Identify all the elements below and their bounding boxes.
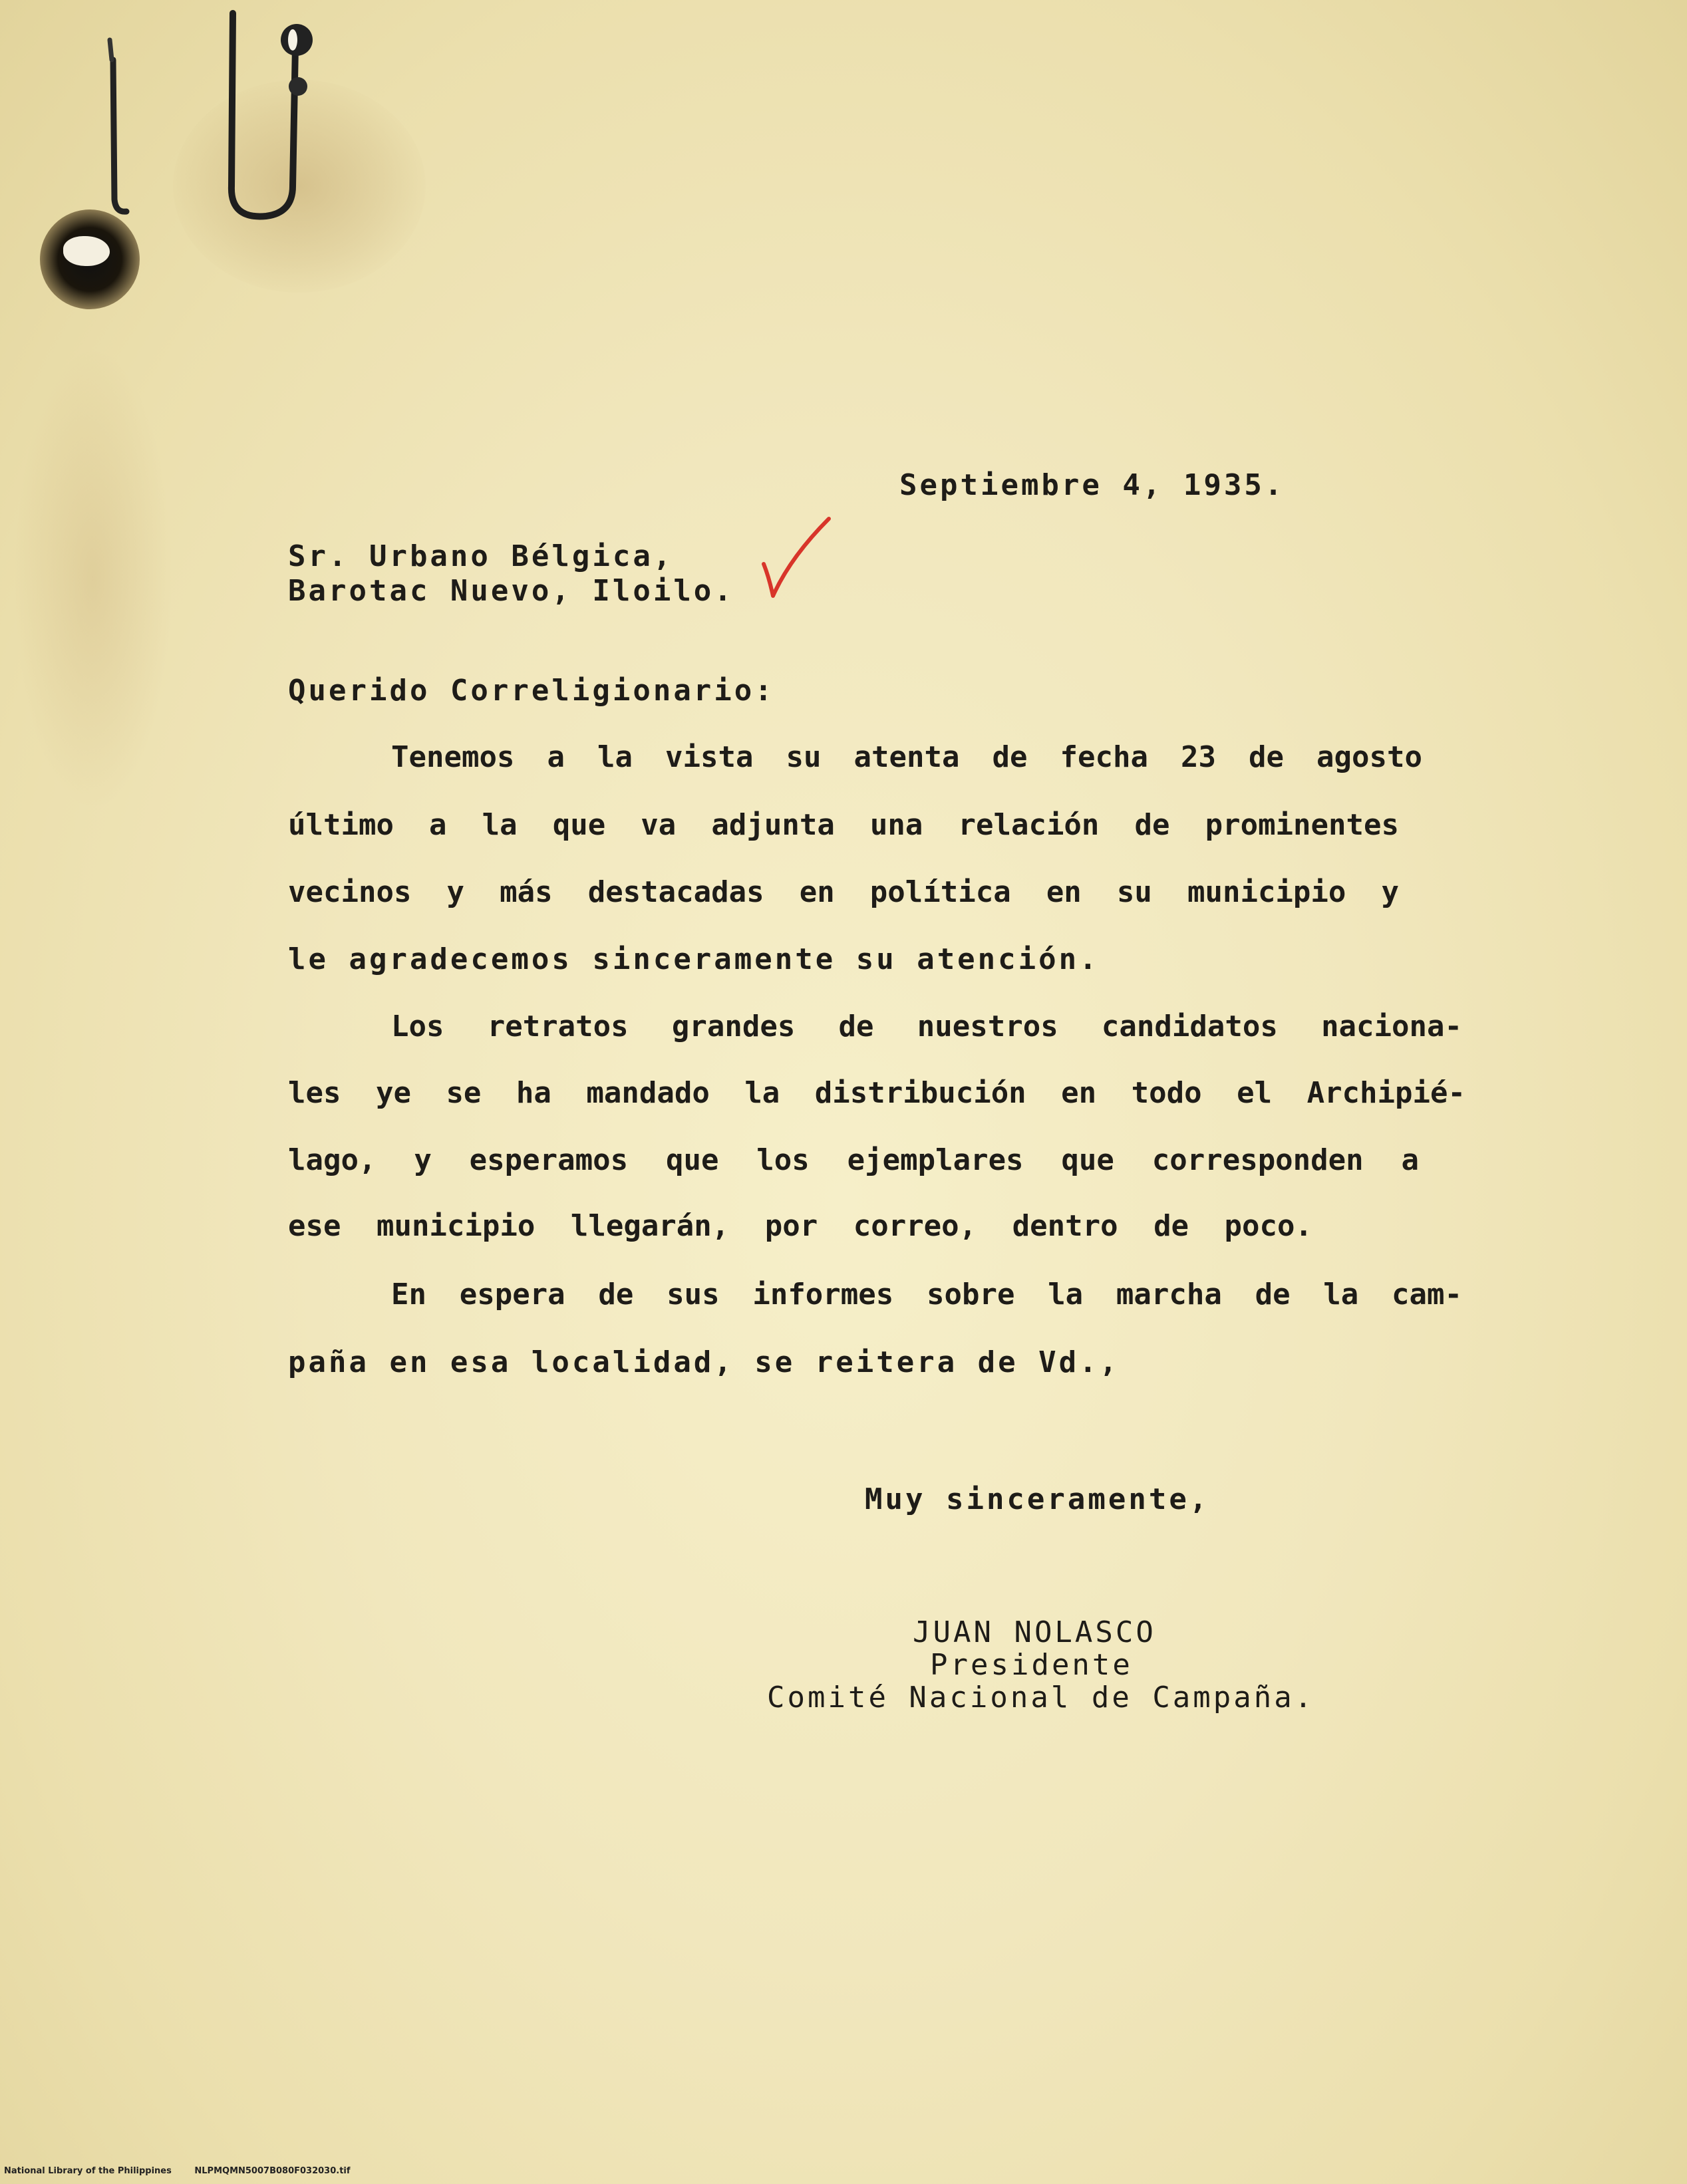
signatory-name: JUAN NOLASCO (913, 1615, 1156, 1649)
closing: Muy sinceramente, (865, 1482, 1210, 1516)
addressee-location: Barotac Nuevo, Iloilo. (288, 574, 734, 608)
paper-stain (13, 346, 173, 811)
body-line: ese municipio llegarán, por correo, dentro de poco. (288, 1209, 1312, 1243)
body-line: Los retratos grandes de nuestros candidatos naciona- (391, 1010, 1462, 1043)
burn-hole-center (63, 236, 110, 266)
signatory-organization: Comité Nacional de Campaña. (767, 1681, 1315, 1714)
body-line: vecinos y más destacadas en política en su municipio y (288, 875, 1399, 909)
body-line: Tenemos a la vista su atenta de fecha 23 de agosto (391, 740, 1422, 774)
body-line: lago, y esperamos que los ejemplares que corresponden a (288, 1143, 1419, 1177)
staple-icon (73, 0, 339, 239)
salutation: Querido Correligionario: (288, 674, 775, 708)
scan-footer (4, 2166, 371, 2176)
body-line: le agradecemos sinceramente su atención. (288, 942, 1100, 976)
body-line: En espera de sus informes sobre la marcha de la cam- (391, 1278, 1462, 1311)
body-line: paña en esa localidad, se reitera de Vd., (288, 1345, 1120, 1379)
body-line: último a la que va adjunta una relación de prominentes (288, 808, 1399, 842)
addressee-name: Sr. Urbano Bélgica, (288, 539, 674, 573)
signatory-title: Presidente (930, 1648, 1133, 1682)
check-mark-icon (750, 511, 837, 611)
footer-file-id: NLPMQMN5007B080F032030.tif (194, 2166, 351, 2176)
letter-date: Septiembre 4, 1935. (899, 468, 1285, 502)
footer-institution: National Library of the Philippines (4, 2166, 172, 2176)
body-line: les ye se ha mandado la distribución en todo el Archipié- (288, 1076, 1465, 1110)
